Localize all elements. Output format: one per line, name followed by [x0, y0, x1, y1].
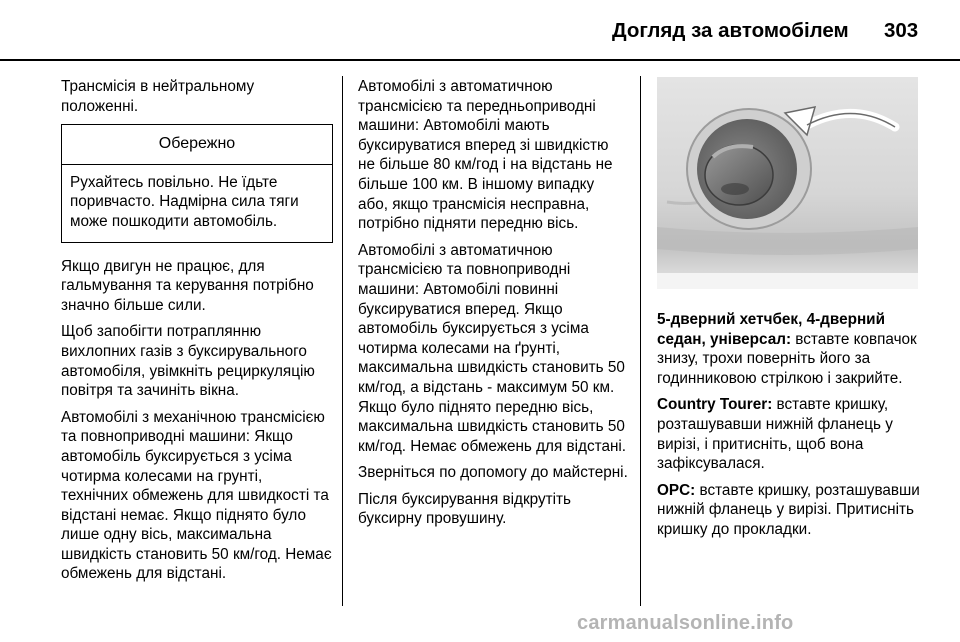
paragraph: Автомобілі з автоматичною трансмісією та повноприводні машини: Автомобілі повинні буксируватися вперед. Якщо автомобіль буксирується з усіма чотирма колесами на ґрунті, максимальна швидкість становить 50 км/год, а відстань - максимум 50 км. Якщо було піднято передню вісь, максимальна швидкість становить 50 км/год. Немає обмежень для відстані.: [358, 241, 627, 455]
paragraph: Автомобілі з механічною трансмісією та повноприводні машини: Якщо автомобіль буксирується з усіма чотирма колесами на грунті, технічних обмежень для швидкості та відстані немає. Якщо піднято було лише одну вісь, максимальна швидкість становить 50 км/год. Немає обмежень для відстані.: [61, 408, 332, 583]
paragraph: [657, 481, 929, 540]
column-divider-2: [640, 76, 641, 606]
instruction-text: вставте ковпачок знизу, трохи поверніть його за годинниковою стрілкою і закрийте.: [657, 330, 917, 387]
model-label: 5-дверний хетчбек, 4-дверний седан, універсал:: [657, 311, 885, 348]
paragraph: Автомобілі з автоматичною трансмісією та передньоприводні машини: Автомобілі мають буксируватися вперед зі швидкістю не більше 80 км/год і на відстань не більше 100 км. В іншому випадку або, якщо трансмісія несправна, потрібно підняти передню вісь.: [358, 78, 613, 233]
header-divider: [0, 59, 960, 61]
instruction-text: вставте кришку, розташувавши нижній фланець у вирізі, і притисніть, щоб вона зафіксувалася.: [657, 396, 893, 473]
instruction-text: вставте кришку, розташувавши нижній фланець у вирізі. Притисніть кришку до прокладки.: [657, 481, 920, 538]
column-divider-1: [342, 76, 343, 606]
column-3: [657, 310, 929, 547]
paragraph: Трансмісія в нейтральному положенні.: [61, 78, 255, 115]
page-number: 303: [884, 19, 919, 42]
paragraph: Після буксирування відкрутіть буксирну провушину.: [358, 490, 572, 528]
warning-title: Обережно: [62, 125, 332, 165]
warning-box: [61, 124, 333, 242]
page-title: Догляд за автомобілем: [612, 19, 849, 42]
paragraph: [657, 310, 929, 388]
model-label: Country Tourer:: [657, 396, 773, 414]
warning-text: Рухайтесь повільно. Не їдьте поривчасто. Надмірна сила тяги може пошкодити автомобіль.: [70, 173, 299, 230]
column-1: [61, 77, 333, 591]
bumper-cover-icon: [657, 77, 918, 289]
watermark: carmanualsonline.info: [577, 612, 794, 634]
tow-eye-cover-illustration: [657, 77, 918, 289]
paragraph: Якщо двигун не працює, для гальмування та керування потрібно значно більше сили.: [61, 257, 314, 314]
paragraph: Щоб запобігти потраплянню вихлопних газів з буксирувального автомобіля, увімкніть рециркуляцію повітря та зачиніть вікна.: [61, 323, 315, 400]
paragraph: [657, 395, 929, 473]
paragraph: Зверніться по допомогу до майстерні.: [358, 464, 628, 482]
model-label: OPC:: [657, 481, 696, 499]
column-2: [358, 77, 628, 536]
